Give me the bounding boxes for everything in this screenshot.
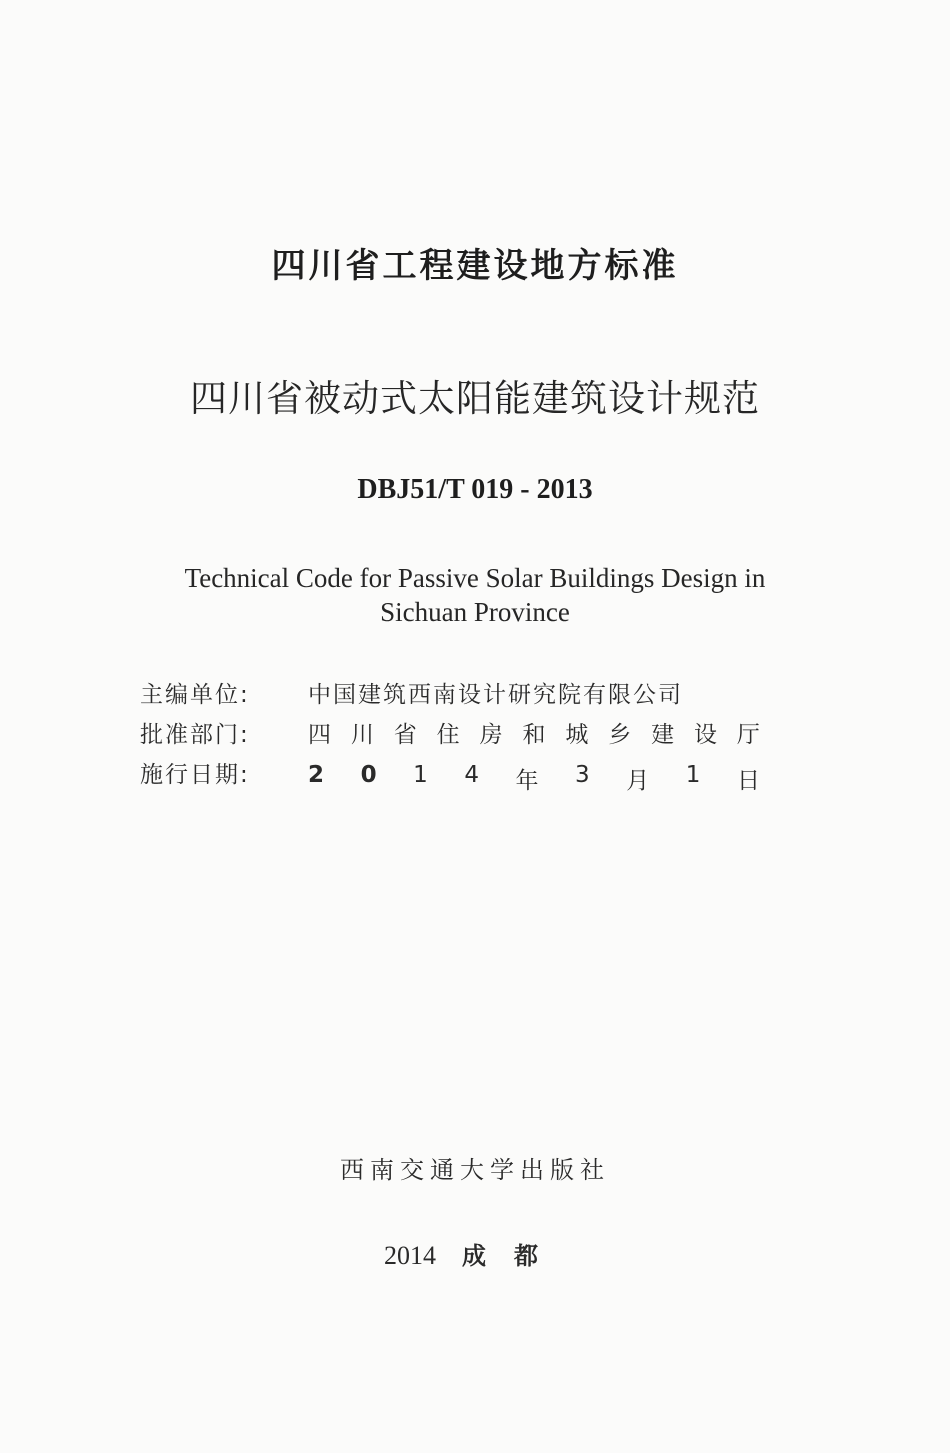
series-title: 四川省工程建设地方标准	[271, 246, 679, 286]
publication-year: 2014	[384, 1241, 436, 1270]
date-char: 3	[575, 762, 590, 788]
editor-row	[140, 676, 780, 716]
approver-char: 房	[479, 722, 503, 748]
approver-char: 建	[651, 722, 675, 748]
approver-char: 和	[522, 722, 546, 748]
approver-chars	[308, 716, 760, 749]
publication-place	[0, 1236, 950, 1271]
english-title	[0, 561, 950, 629]
chinese-title: 四川省被动式太阳能建筑设计规范	[190, 377, 760, 420]
approver-char: 住	[436, 722, 460, 748]
editor-label: 主编单位:	[140, 682, 250, 708]
date-char: 0	[360, 762, 377, 788]
approver-label: 批准部门:	[140, 722, 250, 748]
date-char: 月	[626, 768, 650, 794]
approver-char: 四	[308, 722, 331, 748]
approver-row	[140, 716, 780, 756]
date-char: 4	[464, 762, 479, 788]
effective-date-label: 施行日期:	[140, 762, 250, 788]
effective-date-value	[308, 762, 780, 795]
publisher-name: 西南交通大学出版社	[340, 1156, 610, 1184]
date-char: 年	[515, 768, 539, 794]
approver-char: 乡	[608, 722, 632, 748]
approver-char: 城	[565, 722, 589, 748]
effective-date-row	[140, 756, 780, 796]
editor-value: 中国建筑西南设计研究院有限公司	[308, 682, 683, 708]
approver-char: 川	[350, 722, 374, 748]
effective-date-chars	[308, 762, 760, 795]
english-title-line-1: Technical Code for Passive Solar Buildings Design in	[184, 563, 766, 593]
publication-city: 成都	[462, 1242, 566, 1270]
date-char: 日	[736, 768, 760, 794]
date-char: 1	[413, 762, 428, 788]
date-char: 1	[685, 762, 701, 788]
approver-value	[308, 716, 780, 749]
date-char: 2	[308, 762, 325, 788]
approver-char: 厅	[736, 722, 760, 748]
english-title-line-2: Sichuan Province	[380, 597, 570, 627]
standard-code: DBJ51/T 019 - 2013	[357, 474, 593, 505]
approver-char: 省	[393, 722, 417, 748]
approver-char: 设	[694, 722, 718, 748]
publication-info	[140, 676, 780, 796]
